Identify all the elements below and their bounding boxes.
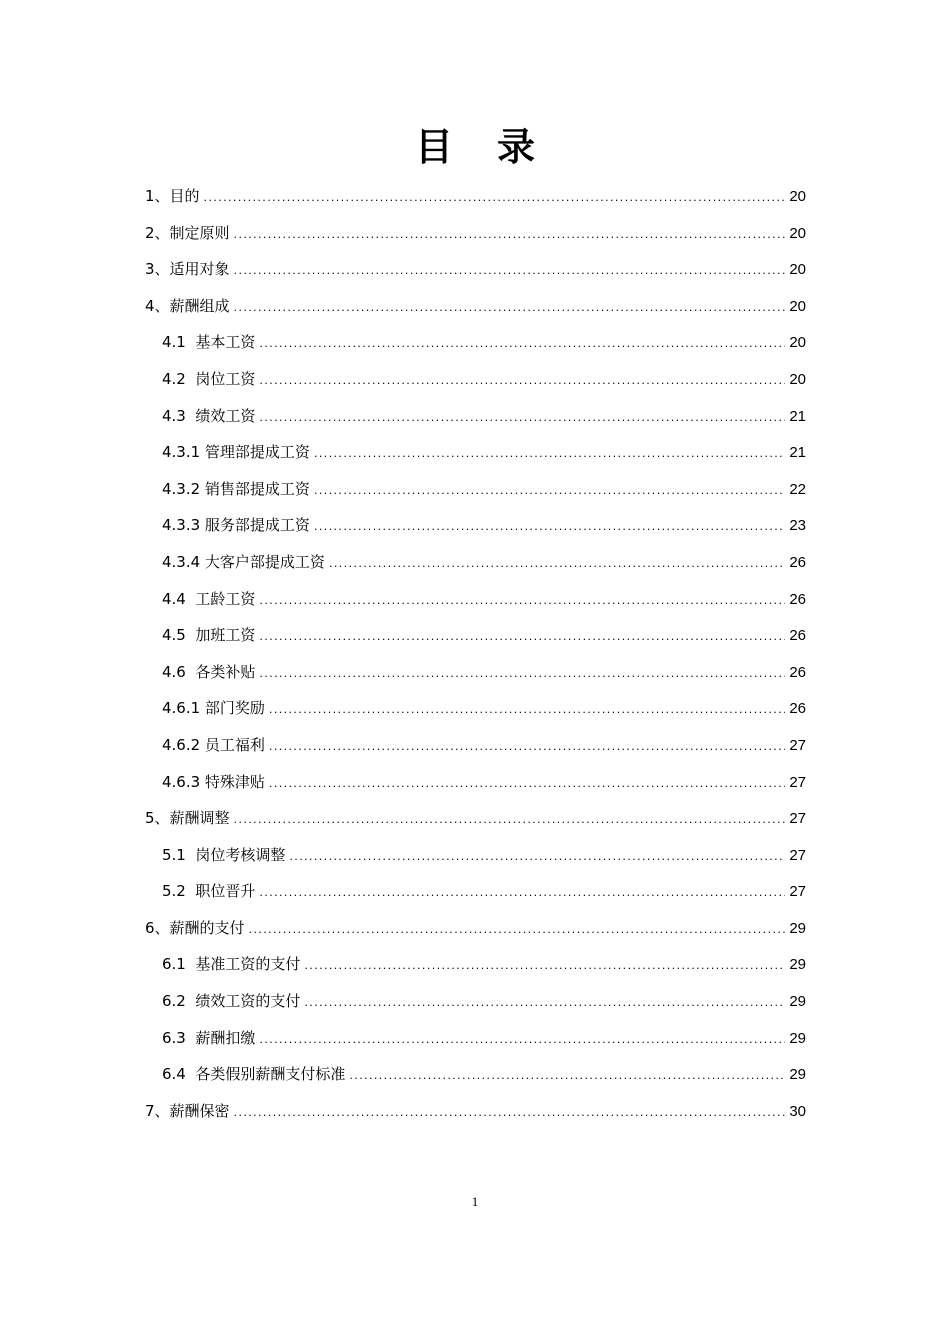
toc-dot-leader [314, 436, 785, 473]
toc-dot-leader [204, 180, 786, 217]
toc-entry-label: 4.6.3 特殊津贴 [162, 772, 265, 791]
toc-entry[interactable] [145, 983, 806, 1020]
toc-entry-label: 7、薪酬保密 [145, 1101, 230, 1120]
toc-entry[interactable] [145, 288, 806, 325]
toc-dot-leader [269, 692, 785, 729]
toc-dot-leader [234, 217, 786, 254]
toc-entry[interactable] [145, 617, 806, 654]
toc-entry-label: 6.3 薪酬扣缴 [162, 1028, 256, 1047]
toc-entry[interactable] [145, 215, 806, 252]
toc-entry-page-number: 20 [789, 297, 806, 315]
toc-entry-label: 1、目的 [145, 187, 200, 205]
toc-entry-label: 4.2 岗位工资 [162, 369, 256, 388]
toc-entry[interactable] [145, 398, 806, 435]
toc-entry-page-number: 29 [789, 919, 806, 937]
toc-entry-page-number: 22 [789, 480, 806, 498]
toc-entry[interactable] [145, 251, 806, 288]
toc-entry[interactable] [145, 1020, 806, 1057]
toc-entry[interactable] [145, 361, 806, 398]
toc-entry-label: 6.2 绩效工资的支付 [162, 992, 301, 1011]
toc-entry[interactable] [145, 1093, 806, 1130]
toc-entry-page-number: 27 [789, 736, 806, 754]
toc-entry-page-number: 30 [789, 1102, 806, 1120]
toc-entry-page-number: 20 [789, 188, 806, 205]
toc-dot-leader [234, 802, 786, 839]
toc-dot-leader [234, 290, 786, 327]
toc-entry-label: 4.6 各类补贴 [162, 662, 256, 681]
toc-entry[interactable] [145, 507, 806, 544]
toc-entry-page-number: 21 [789, 444, 806, 462]
toc-entry-page-number: 23 [789, 517, 806, 535]
toc-entry[interactable] [145, 434, 806, 471]
toc-entry-page-number: 29 [789, 956, 806, 974]
toc-entry-page-number: 20 [789, 261, 806, 279]
toc-entry[interactable] [145, 764, 806, 801]
toc-entry[interactable] [145, 544, 806, 581]
toc-entry-label: 4.3 绩效工资 [162, 406, 256, 425]
toc-entry-label: 4.5 加班工资 [162, 626, 256, 645]
toc-dot-leader [259, 656, 785, 693]
page-title: 目录 [414, 124, 579, 170]
toc-entry-label: 5.2 职位晋升 [162, 882, 256, 901]
toc-entry-label: 2、制定原则 [145, 223, 230, 242]
toc-entry[interactable] [145, 910, 806, 947]
toc-dot-leader [269, 729, 785, 766]
toc-entry[interactable] [145, 800, 806, 837]
toc-dot-leader [269, 766, 785, 803]
toc-dot-leader [259, 619, 785, 656]
toc-entry-page-number: 21 [789, 407, 806, 425]
toc-dot-leader [314, 473, 785, 510]
toc-entry[interactable] [145, 471, 806, 508]
toc-entry[interactable] [145, 178, 806, 215]
toc-entry[interactable] [145, 581, 806, 618]
table-of-contents [145, 178, 806, 1129]
toc-entry-label: 4.4 工龄工资 [162, 589, 256, 608]
toc-dot-leader [289, 839, 785, 876]
toc-entry-label: 5.1 岗位考核调整 [162, 845, 286, 864]
toc-entry[interactable] [145, 690, 806, 727]
toc-entry[interactable] [145, 837, 806, 874]
toc-entry[interactable] [145, 873, 806, 910]
toc-dot-leader [234, 253, 786, 290]
toc-entry-label: 4.3.1 管理部提成工资 [162, 443, 310, 462]
toc-entry-label: 4.3.4 大客户部提成工资 [162, 552, 325, 571]
toc-entry-label: 4.1 基本工资 [162, 333, 256, 352]
toc-entry-page-number: 29 [789, 993, 806, 1011]
toc-entry-label: 4、薪酬组成 [145, 296, 230, 315]
toc-entry[interactable] [145, 727, 806, 764]
toc-entry[interactable] [145, 324, 806, 361]
toc-dot-leader [259, 1022, 785, 1059]
toc-entry-label: 6、薪酬的支付 [145, 918, 245, 937]
toc-entry-label: 4.6.1 部门奖励 [162, 699, 265, 718]
toc-dot-leader [234, 1095, 786, 1132]
toc-entry-page-number: 26 [789, 590, 806, 608]
toc-dot-leader [304, 985, 785, 1022]
toc-entry-page-number: 26 [789, 700, 806, 718]
toc-dot-leader [259, 400, 785, 437]
toc-entry-page-number: 27 [789, 846, 806, 864]
footer-page-number: 1 [471, 1194, 479, 1209]
toc-entry-page-number: 20 [789, 370, 806, 388]
toc-entry[interactable] [145, 654, 806, 691]
toc-entry[interactable] [145, 946, 806, 983]
toc-entry-page-number: 26 [789, 663, 806, 681]
toc-dot-leader [304, 948, 785, 985]
toc-entry-label: 4.3.2 销售部提成工资 [162, 479, 310, 498]
toc-entry-label: 5、薪酬调整 [145, 809, 230, 828]
toc-entry-page-number: 29 [789, 1066, 806, 1084]
toc-entry-page-number: 27 [789, 773, 806, 791]
toc-entry-page-number: 20 [789, 334, 806, 352]
toc-dot-leader [329, 546, 785, 583]
toc-entry-label: 6.1 基准工资的支付 [162, 955, 301, 974]
toc-dot-leader [249, 912, 786, 949]
toc-dot-leader [349, 1058, 785, 1095]
toc-entry-page-number: 27 [789, 810, 806, 828]
toc-entry-page-number: 29 [789, 1029, 806, 1047]
toc-dot-leader [259, 583, 785, 620]
toc-entry-page-number: 26 [789, 627, 806, 645]
toc-entry-page-number: 20 [789, 224, 806, 242]
toc-dot-leader [314, 509, 785, 546]
toc-entry-page-number: 26 [789, 553, 806, 571]
toc-entry-page-number: 27 [789, 883, 806, 901]
toc-dot-leader [259, 875, 785, 912]
toc-entry-label: 3、适用对象 [145, 260, 230, 279]
toc-entry-label: 4.6.2 员工福利 [162, 735, 265, 754]
toc-dot-leader [259, 326, 785, 363]
toc-dot-leader [259, 363, 785, 400]
toc-entry-label: 4.3.3 服务部提成工资 [162, 516, 310, 535]
toc-entry[interactable] [145, 1056, 806, 1093]
toc-entry-label: 6.4 各类假别薪酬支付标准 [162, 1065, 346, 1084]
